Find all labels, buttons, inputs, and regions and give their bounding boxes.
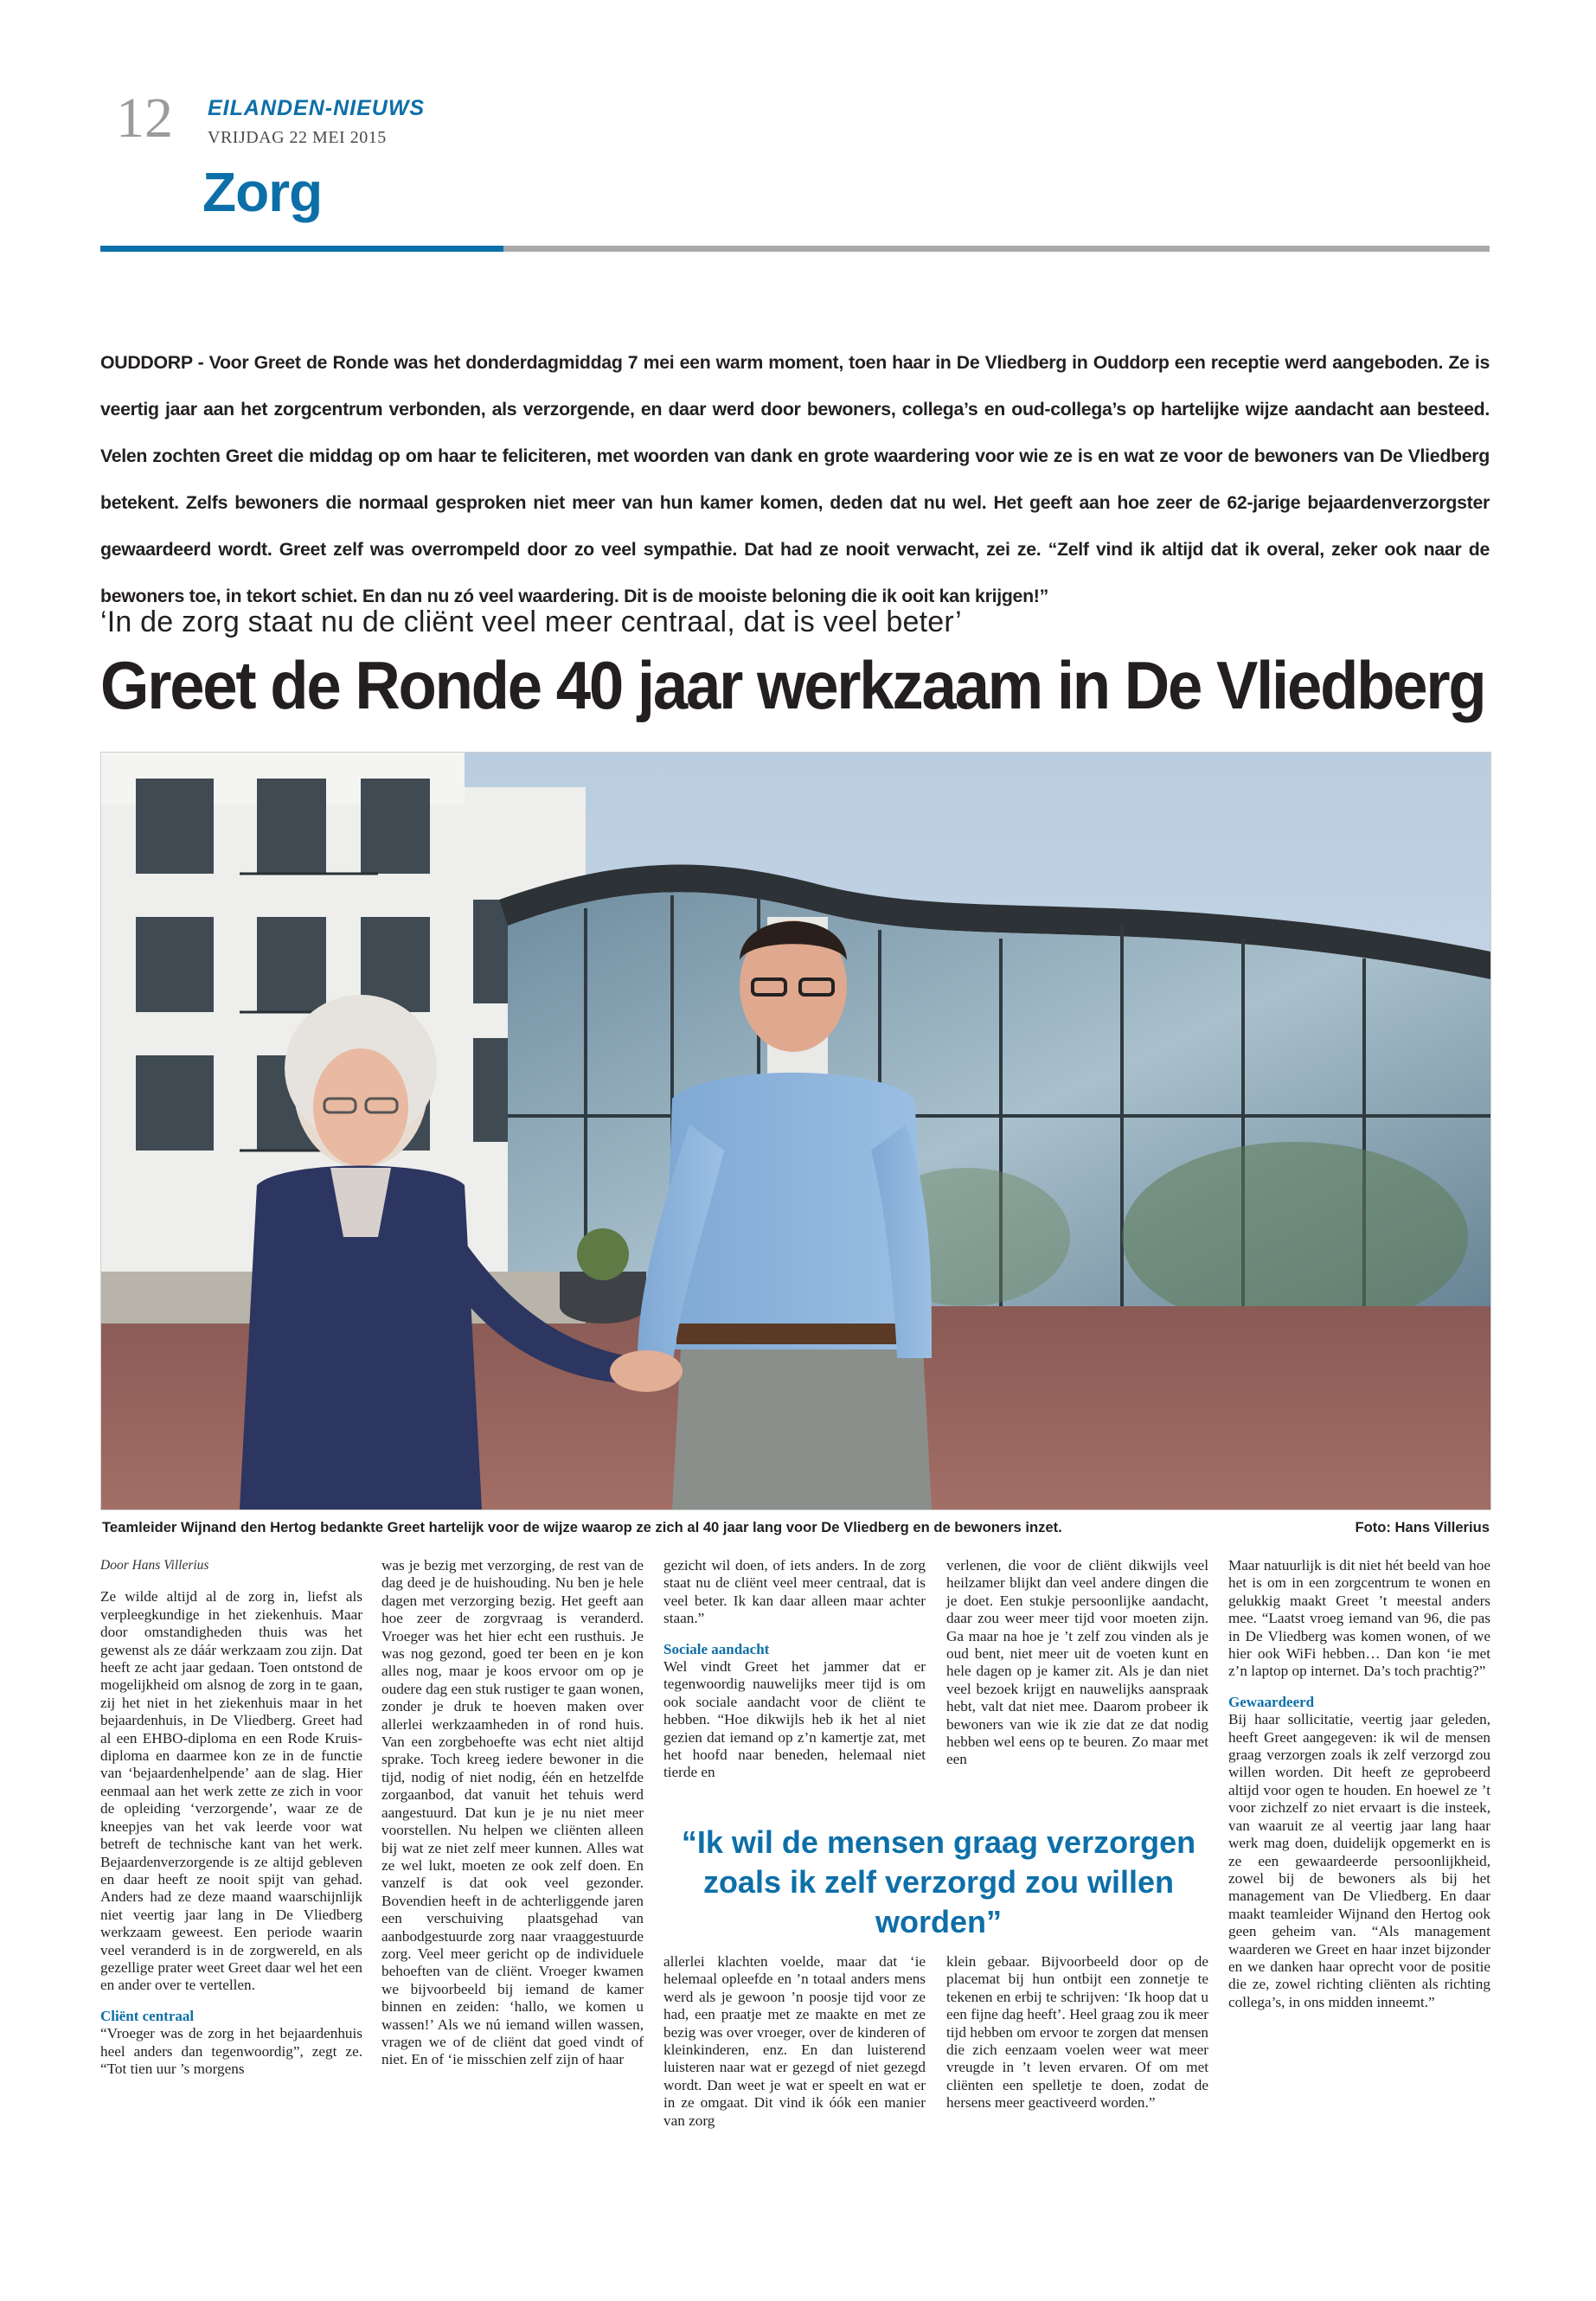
article-column-2	[381, 1557, 644, 2069]
article-intro: OUDDORP - Voor Greet de Ronde was het donderdagmiddag 7 mei een warm moment, toen haar in De Vliedberg in Ouddorp een receptie werd aangeboden. Ze is veertig jaar aan het zorgcentrum verbonden, als verzorgende, en daar werd door bewoners, collega’s en oud-collega’s op hartelijke wijze aandacht aan besteed. Velen zochten Greet die middag op om haar te feliciteren, met woorden van dank en grote waardering voor wie ze is en wat ze voor de bewoners van De Vliedberg betekent. Zelfs bewoners die normaal gesproken niet meer van hun kamer komen, deden dat nu wel. Het geeft aan hoe zeer de 62-jarige bejaardenverzorgster gewaardeerd wordt. Greet zelf was overrompeld door zo veel sympathie. Dat had ze nooit verwacht, zei ze. “Zelf vind ik altijd dat ik overal, zeker ook naar de bewoners toe, in tekort schiet. En dan nu zó veel waardering. Dit is de mooiste beloning die ik ooit kan krijgen!”	[100, 352, 1490, 606]
article-column-3-lower	[663, 1953, 926, 2130]
paragraph: “Vroeger was de zorg in het bejaardenhuis heel anders dan tegenwoordig”, zegt ze. “Tot tien uur ’s morgens	[100, 2025, 362, 2077]
paragraph: allerlei klachten voelde, maar dat ‘ie helemaal opleefde en ’n totaal anders mens werd als je gewoon ’n poosje tijd voor ze had, een praatje met ze maakte en met ze bezig was over vroeger, over de kinderen of kleinkinderen, enz. En dan luisterend luisteren naar wat er gezegd of niet gezegd wordt. Dan weet je wat er speelt en wat er in ze omgaat. Dit vind ik óók een manier van zorg	[663, 1953, 926, 2129]
article-column-1	[100, 1557, 362, 2078]
article-column-4-lower	[946, 1953, 1208, 2112]
article-column-4	[946, 1557, 1208, 1769]
paragraph: was je bezig met verzorging, de rest van de dag deed je de huishouding. Nu ben je hele dagen met verzorging bezig. Het geeft aan hoe zeer de zorgvraag is veranderd. Vroeger was het hier echt een rusthuis. Je was nog gezond, goed ter been en je kon alles nog, maar je koos ervoor om op je oudere dag een stuk rustiger te gaan wonen, zonder je druk te hoeven maken over allerlei werkzaamheden in of rond huis. Van een zorgbehoefte was echt niet altijd sprake. Toch kreeg iedere bewoner in die tijd, nodig of niet nodig, één en hetzelfde zorgaanbod, dat vanuit het tehuis werd aangestuurd. Dat kun je je nu niet meer voorstellen. Nu helpen we cliënten alleen bij wat ze niet zelf meer kunnen. Alles wat ze wel lukt, moeten ze ook zelf doen. En vanzelf is dat ook veel gezonder. Bovendien heeft in de achterliggende jaren een verschuiving plaatsgehad van aanbodgestuurde zorg naar vraaggestuurde zorg. Veel meer gericht op de individuele behoeften van de cliënt. Vroeger kwamen we bijvoorbeeld bij iemand de kamer binnen en zeiden: ‘hallo, we komen u wassen!’ Als we nú iemand willen wassen, vragen we of de cliënt dat goed vindt of niet. En of ‘ie misschien zelf zijn of haar	[381, 1557, 644, 2068]
paragraph: Maar natuurlijk is dit niet hét beeld van hoe het is om in een zorgcentrum te wonen en gelukkig maakt Greet ’t meestal anders mee. “Laatst vroeg iemand van 96, die pas in De Vliedberg was komen wonen, of we hier ook WiFi hebben… Dan kon ‘ie met z’n laptop op internet. Da’s toch prachtig?”	[1228, 1557, 1490, 1680]
article-photo	[100, 752, 1491, 1510]
paragraph: verlenen, die voor de cliënt dikwijls veel heilzamer blijkt dan veel andere dingen die je doet. Een stukje persoonlijke aandacht, daar zou weer meer tijd voor moeten zijn. Ga maar na hoe je ’t zelf zou vinden als je oud bent, niet meer uit de voeten kunt en hele dagen op je kamer zit. Als je dan niet veel bezoek krijgt en nauwelijks aanspraak hebt, valt dat niet mee. Daarom probeer ik bewoners van wie ik zie dat ze dat nodig hebben wel eens op te beuren. Zo maar met een	[946, 1557, 1208, 1768]
section-title: Zorg	[202, 161, 323, 223]
byline: Door Hans Villerius	[100, 1558, 209, 1573]
article-column-3	[663, 1557, 926, 1782]
paragraph: Ze wilde altijd al de zorg in, liefst als verpleegkundige in het ziekenhuis. Maar door omstandigheden thuis was het gewenst als ze dáár werkzaam zou zijn. Dat heeft ze acht jaar gedaan. Toen ontstond de mogelijkheid om alsnog de zorg in te gaan, zij het niet in het ziekenhuis maar in het bejaardenhuis, in De Vliedberg. Greet had al een EHBO-diploma en een Rode Kruis-diploma en daarmee kon ze in de functie van ‘bejaardenhelpende’ aan de slag. Hier eenmaal aan het werk zette ze zich in voor de opleiding ‘verzorgende’, waar ze de kneepjes van het vak leerde voor wat betreft de technische kant van het werk. Bejaardenverzorgende is ze altijd gebleven en daar heeft ze nooit spijt van gehad. Anders had ze deze maand waarschijnlijk niet veertig jaar lang in De Vliedberg werkzaam geweest. Een periode waarin veel veranderd is in de zorgwereld, en als gezellige prater weet Greet daar wel het een en ander over te vertellen.	[100, 1588, 362, 1994]
article-kicker: ‘In de zorg staat nu de cliënt veel meer centraal, dat is veel beter’	[100, 606, 962, 638]
photo-credit: Foto: Hans Villerius	[1355, 1519, 1490, 1535]
paragraph: Bij haar sollicitatie, veertig jaar geleden, heeft Greet aangegeven: ik wil de mensen graag verzorgen zoals ik zelf verzorgd zou willen worden. Dit heeft ze geprobeerd altijd voor ogen te houden. En hoewel ze ’t voor zichzelf zo niet ervaart is die insteek, van waaruit ze al veertig jaar lang haar werk mag doen, duidelijk opgemerkt en is ze een gewaardeerde persoonlijkheid, zowel bij de bewoners als bij het management van De Vliedberg. En daar maakt teamleider Wijnand den Hertog ook geen geheim van. “Als management waarderen we Greet en haar inzet bijzonder en we danken haar oprecht voor de positie die ze, zowel richting cliënten als richting collega’s, in ons midden inneemt.”	[1228, 1711, 1490, 2010]
paragraph: gezicht wil doen, of iets anders. In de zorg staat nu de cliënt veel meer centraal, dat is veel beter. Ik kan daar alleen maar achter staan.”	[663, 1557, 926, 1627]
photo-caption: Teamleider Wijnand den Hertog bedankte Greet hartelijk voor de wijze waarop ze zich al 40 jaar lang voor De Vliedberg en de bewoners inzet.	[102, 1519, 1062, 1535]
article-headline: Greet de Ronde 40 jaar werkzaam in De Vliedberg	[100, 647, 1485, 723]
paragraph: klein gebaar. Bijvoorbeeld door op de placemat bij hun ontbijt een zonnetje te tekenen en erbij te schrijven: ‘Ik hoop dat u een fijne dag heeft’. Heel graag zou ik meer tijd hebben om ervoor te zorgen dat mensen die zich eenzaam voelen weer wat meer vreugde in ’t leven ervaren. Of om met cliënten een spelletje te doen, zodat de hersens meer geactiveerd worden.”	[946, 1953, 1208, 2112]
article-column-5	[1228, 1557, 1490, 2011]
pull-quote: “Ik wil de mensen graag verzorgen zoals ik zelf verzorgd zou willen worden”	[681, 1824, 1196, 1939]
photo-illustration	[101, 753, 1490, 1509]
page-number: 12	[116, 87, 173, 150]
subheading: Cliënt centraal	[100, 2007, 195, 2024]
subheading: Gewaardeerd	[1228, 1693, 1315, 1710]
subheading: Sociale aandacht	[663, 1640, 770, 1657]
handshake	[610, 1350, 683, 1392]
section-rule-accent	[100, 246, 503, 252]
paragraph: Wel vindt Greet het jammer dat er tegenwoordig nauwelijks meer tijd is om ook sociale aandacht voor de cliënt te hebben. “Hoe dikwijls heb ik het al niet gezien dat iemand op z’n kamertje zat, met het hoofd naar beneden, helemaal niet tierde en	[663, 1658, 926, 1781]
issue-date: VRIJDAG 22 MEI 2015	[208, 128, 387, 147]
newspaper-logo: EILANDEN-NIEUWS	[208, 96, 426, 120]
